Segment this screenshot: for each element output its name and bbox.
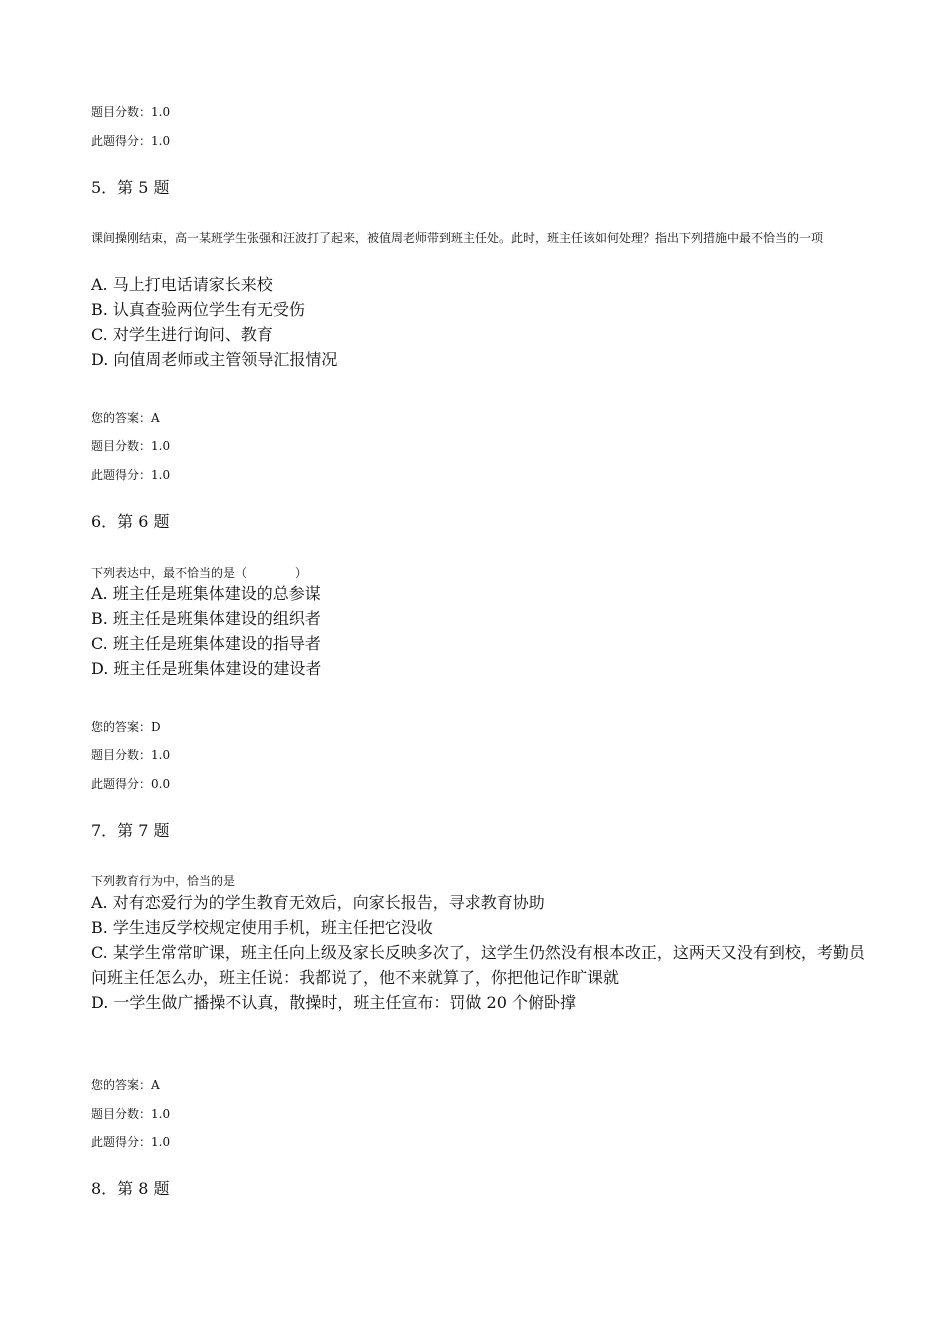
q5-got-label: 此题得分：1.0 [91,468,171,482]
q7-option-a: A. 对有恋爱行为的学生教育无效后，向家长报告，寻求教育协助 [91,893,545,912]
q7-stem: 下列教育行为中，恰当的是 [91,874,236,888]
q8-title: 8．第 8 题 [91,1179,170,1198]
q5-title: 5．第 5 题 [91,178,170,197]
q5-score-label: 题目分数：1.0 [91,439,171,453]
q5-stem: 课间操刚结束，高一某班学生张强和汪波打了起来，被值周老师带到班主任处。此时，班主任该如何处理？指出下列措施中最不恰当的一项 [91,231,824,245]
q6-answer-label: 您的答案：D [91,720,161,734]
q6-got-label: 此题得分：0.0 [91,777,171,791]
q7-answer-label: 您的答案：A [91,1078,160,1092]
q5-option-a: A. 马上打电话请家长来校 [91,275,273,294]
q4-got-label: 此题得分：1.0 [91,134,171,148]
q6-option-a: A. 班主任是班集体建设的总参谋 [91,584,321,603]
q6-option-d: D. 班主任是班集体建设的建设者 [91,659,322,678]
q6-option-b: B. 班主任是班集体建设的组织者 [91,609,321,628]
q7-option-d: D. 一学生做广播操不认真，散操时，班主任宣布：罚做 20 个俯卧撑 [91,993,576,1012]
q6-options [91,581,871,681]
q6-score-label: 题目分数：1.0 [91,748,171,762]
q6-stem: 下列表达中，最不恰当的是（ ） [91,566,308,580]
q6-title: 6．第 6 题 [91,512,170,531]
q5-option-c: C. 对学生进行询问、教育 [91,325,273,344]
q7-got-label: 此题得分：1.0 [91,1135,171,1149]
q6-option-c: C. 班主任是班集体建设的指导者 [91,634,321,653]
q7-option-c: C. 某学生常常旷课，班主任向上级及家长反映多次了，这学生仍然没有根本改正，这两天又没有到校，考勤员问班主任怎么办，班主任说：我都说了，他不来就算了，你把他记作旷课就 [91,943,865,987]
q7-options [91,890,871,1015]
q7-score-label: 题目分数：1.0 [91,1107,171,1121]
q7-option-b: B. 学生违反学校规定使用手机，班主任把它没收 [91,918,433,937]
q4-score-label: 题目分数：1.0 [91,105,171,119]
q5-options [91,272,871,372]
q5-option-b: B. 认真查验两位学生有无受伤 [91,300,305,319]
q5-option-d: D. 向值周老师或主管领导汇报情况 [91,350,338,369]
q5-answer-label: 您的答案：A [91,411,160,425]
q7-title: 7．第 7 题 [91,821,170,840]
